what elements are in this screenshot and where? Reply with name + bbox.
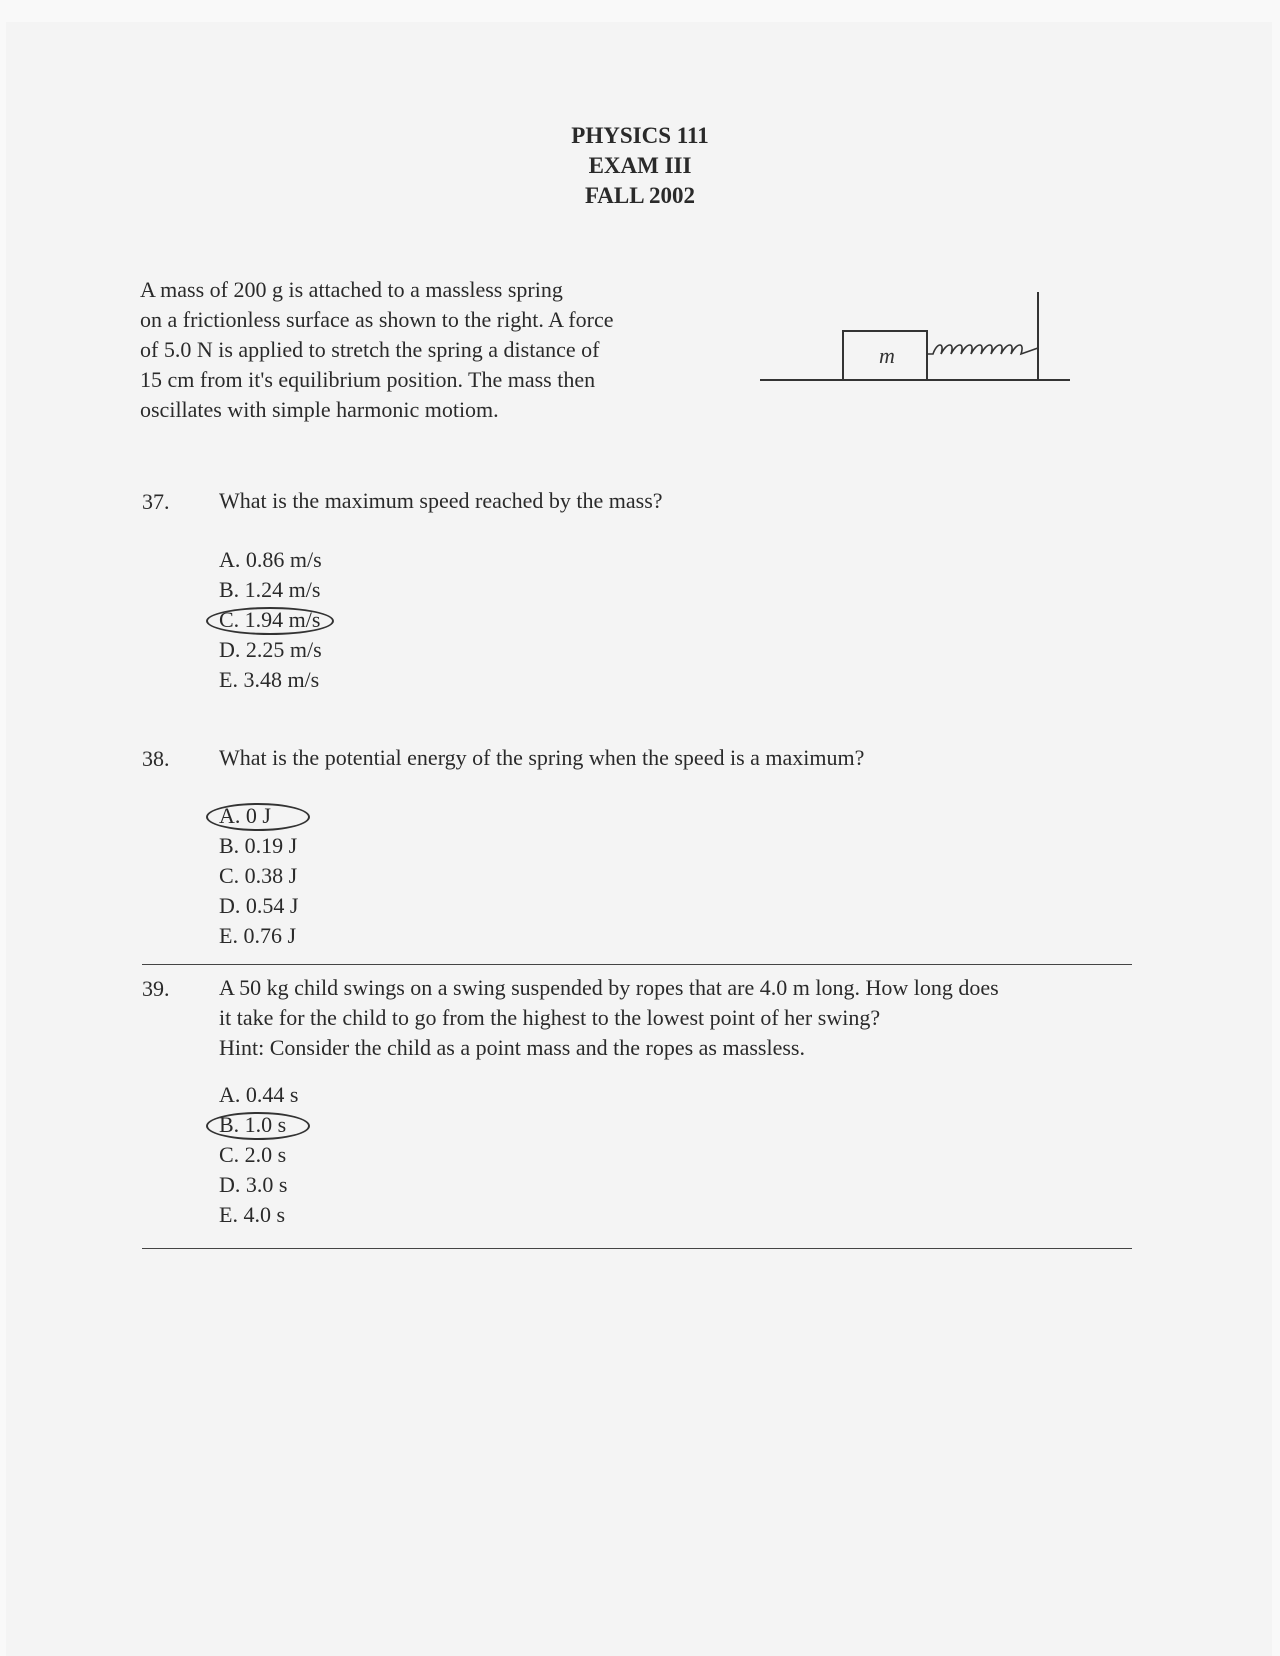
exam-title: EXAM III bbox=[588, 153, 692, 178]
spring-coil bbox=[927, 345, 1038, 354]
answer-choice-circled: B. 1.0 s bbox=[219, 1110, 298, 1140]
mass-label: m bbox=[879, 343, 895, 368]
question-line: What is the potential energy of the spring when the speed is a maximum? bbox=[219, 745, 865, 770]
answer-choice: C. 0.38 J bbox=[219, 863, 298, 888]
answer-choice: B. 0.19 J bbox=[219, 833, 298, 858]
answer-choice: A. 0.44 s bbox=[219, 1082, 299, 1107]
answer-choice: D. 3.0 s bbox=[219, 1172, 288, 1197]
answer-choice: A. 0.86 m/s bbox=[219, 547, 322, 572]
question-line: What is the maximum speed reached by the mass? bbox=[219, 488, 663, 513]
answer-choice: D. 2.25 m/s bbox=[219, 637, 322, 662]
answer-choice: E. 3.48 m/s bbox=[219, 667, 320, 692]
answer-choice-circled: A. 0 J bbox=[219, 801, 298, 831]
question-line: Hint: Consider the child as a point mass and the ropes as massless. bbox=[219, 1035, 805, 1060]
answer-choice-circled: C. 1.94 m/s bbox=[219, 605, 322, 635]
question-line: A 50 kg child swings on a swing suspended by ropes that are 4.0 m long. How long does bbox=[219, 975, 999, 1000]
question-number: 38. bbox=[142, 746, 170, 771]
answer-choices bbox=[219, 1080, 298, 1230]
answer-choice: B. 1.24 m/s bbox=[219, 577, 321, 602]
answer-choices bbox=[219, 545, 322, 695]
intro-line: on a frictionless surface as shown to the right. A force bbox=[140, 307, 614, 332]
answer-choice: D. 0.54 J bbox=[219, 893, 299, 918]
intro-line: 15 cm from it's equilibrium position. The mass then bbox=[140, 367, 596, 392]
paper-sheet bbox=[6, 22, 1272, 1656]
course-title: PHYSICS 111 bbox=[571, 123, 709, 148]
intro-line: A mass of 200 g is attached to a massless spring bbox=[140, 277, 563, 302]
problem-intro bbox=[140, 275, 700, 425]
answer-choices bbox=[219, 801, 298, 951]
divider-line bbox=[142, 1248, 1132, 1249]
question-number: 37. bbox=[142, 489, 170, 514]
question-number: 39. bbox=[142, 976, 170, 1001]
intro-line: of 5.0 N is applied to stretch the spring a distance of bbox=[140, 337, 600, 362]
question-line: it take for the child to go from the highest to the lowest point of her swing? bbox=[219, 1005, 881, 1030]
divider-line bbox=[142, 964, 1132, 965]
term-title: FALL 2002 bbox=[584, 183, 696, 208]
answer-choice: E. 0.76 J bbox=[219, 923, 296, 948]
question-text bbox=[219, 973, 999, 1063]
question-text bbox=[219, 743, 864, 773]
question-text bbox=[219, 486, 663, 516]
answer-choice: C. 2.0 s bbox=[219, 1142, 287, 1167]
answer-choice: E. 4.0 s bbox=[219, 1202, 285, 1227]
intro-line: oscillates with simple harmonic motiom. bbox=[140, 397, 499, 422]
spring-mass-diagram bbox=[755, 282, 1075, 402]
